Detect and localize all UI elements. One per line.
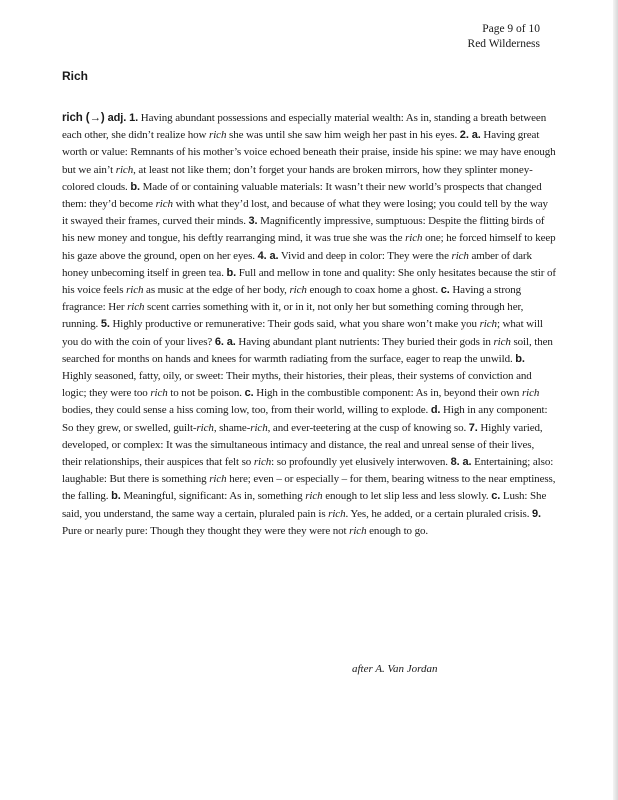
text-segment: Lush: She said, you understand, the same way a certain, pluraled pain is [62,490,547,520]
italic-word: rich [127,301,145,314]
text-segment: ; what will you do with the coin of your lives? [62,318,543,348]
text-segment: : so profoundly yet elusively interwoven. [271,456,451,469]
definition-marker: 1. [129,112,139,124]
page-number: Page 9 of 10 [482,23,540,35]
definition-marker: 6. a. [214,335,236,348]
italic-word: rich [521,387,540,400]
text-segment: she was until she saw him weigh her past in his eyes. [226,129,460,142]
italic-word: rich [305,490,323,503]
definition-marker: d. [430,404,441,417]
poem-attribution: after A. Van Jordan [352,663,438,675]
definition-marker: 8. a. [450,456,472,469]
text-segment: Magnificently impressive, sumptuous: Despite the flitting birds of his new money and tongue, his deftly rearranging mind, it was true she was the [62,215,545,245]
italic-word: rich [451,249,469,262]
text-segment: Meaningful, significant: As in, something [120,490,306,503]
italic-word: rich [150,387,168,400]
text-segment: High in the combustible component: As in, beyond their own [253,387,522,400]
text-segment: Highly seasoned, fatty, oily, or sweet: Their myths, their histories, their pleas, their systems of conviction and logic; they were too [62,370,532,400]
page-header [468,22,540,52]
text-segment: Vivid and deep in color: They were the [278,249,452,262]
italic-word: rich [289,284,307,297]
text-segment: Having abundant plant nutrients: They buried their gods in [235,335,494,348]
italic-word: rich [115,163,134,176]
text-segment: Highly productive or remunerative: Their gods said, what you share won’t make you [109,318,480,331]
italic-word: rich [126,284,144,297]
definition-marker: adj. [104,112,130,124]
text-segment: Pure or nearly pure: Though they thought they were they were not [62,524,350,537]
text-segment: here; even – or especially – for them, bearing witness to the near emptiness, the falling. [62,473,556,503]
poem-body [62,110,556,540]
text-segment: with what they’d lost, and because of what they were losing; you could tell by the way it swayed their frames, curved their minds. [62,198,548,228]
definition-marker: 5. [100,318,110,331]
text-segment: enough to go. [366,524,429,537]
definition-marker: c. [244,387,254,400]
italic-word: rich [196,421,214,434]
definition-marker: 4. a. [257,249,279,262]
italic-word: rich [155,198,173,211]
text-segment: enough to let slip less and less slowly. [322,490,492,503]
text-segment: to not be poison. [167,387,245,400]
text-segment: Made of or containing valuable materials: It wasn’t their new world’s prospects that changed them: they’d become [62,180,542,211]
text-segment: one; he forced himself to keep his gaze above the ground, open on her eyes. [62,232,556,262]
text-segment: soil, then searched for months on hands and knees for warmth radiating from the surface, eager to reap the unwild. [62,335,553,365]
text-segment: Having abundant possessions and especially material wealth: As in, standing a breath between each other, she didn’t realize how [62,112,547,142]
definition-marker: b. [226,266,237,279]
italic-word: rich [405,232,423,245]
text-segment: enough to coax home a ghost. [306,284,441,297]
text-segment: bodies, they could sense a hiss coming low, too, from their world, willing to explode. [62,404,431,417]
text-segment: Highly varied, developed, or complex: It was the simultaneous intimacy and distance, the real and unreal sense of their lives, their relationships, their auspices that felt so [62,421,543,469]
italic-word: rich [493,335,511,348]
definition-marker: c. [440,284,450,297]
definition-marker: b. [130,180,140,193]
text-segment: Entertaining; also: laughable: But there is something [62,456,554,486]
text-segment: . Yes, he added, or a certain pluraled crisis. [345,507,533,520]
definition-marker: b. [111,490,121,503]
headword: rich (→) [62,112,105,124]
poem-title: Rich [62,69,89,83]
text-segment: , shame- [213,421,251,434]
definition-marker: c. [491,490,501,503]
italic-word: rich [328,507,346,520]
text-segment: scent carries something with it, or in it, not only her but something coming through her, running. [62,301,524,331]
italic-word: rich [253,456,272,469]
page-edge-shadow [613,0,618,800]
text-segment: , and ever-teetering at the cusp of knowing so. [267,421,469,434]
italic-word: rich [209,129,227,142]
definition-marker: 9. [532,507,542,520]
text-segment: , at least not like them; don’t forget your hands are broken mirrors, how they splinter money-colored clouds. [62,163,533,193]
definition-marker: b. [515,352,525,365]
text-segment: Having great worth or value: Remnants of his mother’s voice echoed beneath their praise, inside his spine: we may have enough but we ain’t [62,129,556,176]
text-segment: High in any component: So they grew, or swelled, guilt- [62,404,548,434]
italic-word: rich [209,473,227,486]
italic-word: rich [479,318,497,331]
definition-marker: 2. a. [459,129,481,142]
italic-word: rich [349,524,367,537]
text-segment: Having a strong fragrance: Her [62,284,522,314]
italic-word: rich [250,421,268,434]
collection-title: Red Wilderness [467,38,540,50]
text-segment: as music at the edge of her body, [143,284,290,297]
definition-marker: 3. [248,215,258,228]
text-segment: Full and mellow in tone and quality: She only hesitates because the stir of his voice feels [62,266,556,297]
definition-marker: 7. [468,421,478,434]
text-segment: amber of dark honey unbecoming itself in green tea. [62,249,532,279]
